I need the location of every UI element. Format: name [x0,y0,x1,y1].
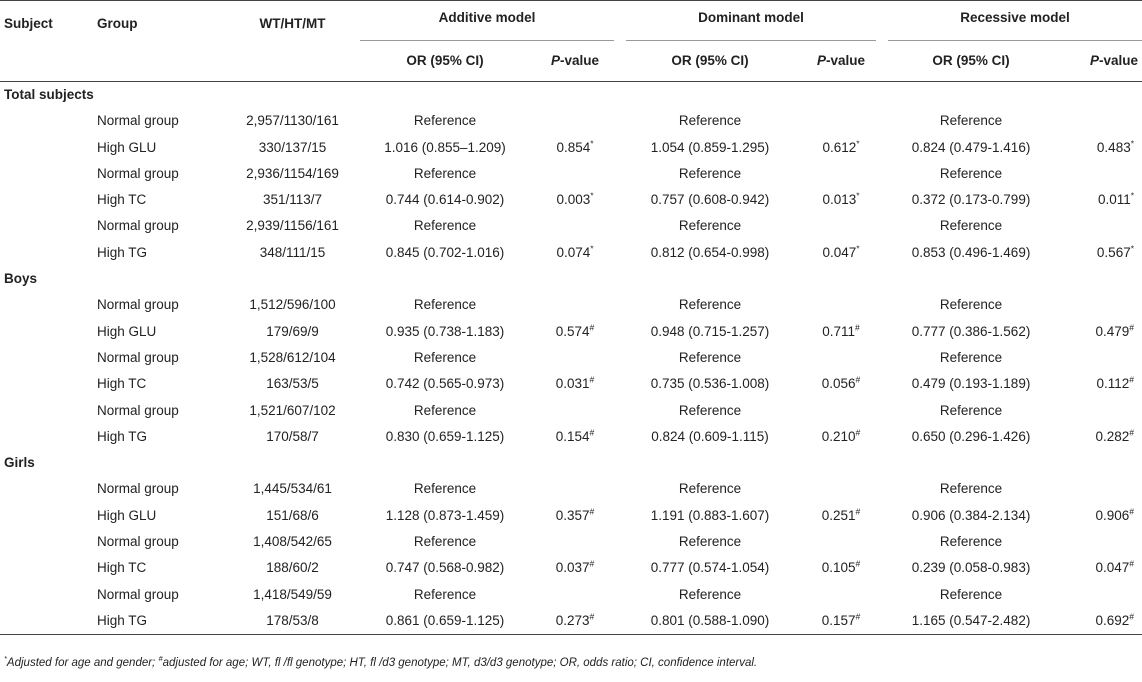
recessive-or-header: OR (95% CI) [932,53,1010,68]
additive-p-cell: 0.003* [556,190,594,208]
dominant-or-cell: 0.735 (0.536-1.008) [650,376,770,392]
genotype-cell: 1,512/596/100 [249,297,336,313]
dominant-p-cell: 0.711# [822,322,860,339]
table-row [0,187,1142,213]
group-cell: Normal group [97,165,179,181]
additive-model-header: Additive model [360,1,620,42]
indent-cell [0,292,97,318]
additive-or-header: OR (95% CI) [406,53,484,68]
genotype-cell: 1,521/607/102 [249,402,336,418]
indent-cell [0,555,97,581]
indent-cell [0,503,97,529]
table-row [0,213,1142,239]
recessive-or-cell: 0.372 (0.173-0.799) [911,192,1031,208]
indent-cell [0,161,97,187]
additive-or-cell: 0.742 (0.565-0.973) [385,376,505,392]
table-row [0,398,1142,424]
additive-or-cell: 0.845 (0.702-1.016) [385,244,505,260]
recessive-p-cell: 0.567* [1096,243,1135,260]
recessive-p-cell [1060,476,1142,502]
recessive-or-cell: 0.650 (0.296-1.426) [911,428,1031,444]
additive-or-cell: Reference [413,218,477,234]
recessive-p-cell [1060,213,1142,239]
dominant-p-header: P-value [817,53,866,68]
recessive-p-cell [1060,398,1142,424]
additive-or-cell: 0.830 (0.659-1.125) [385,428,505,444]
additive-p-cell [530,108,620,134]
dominant-or-cell: 0.824 (0.609-1.115) [651,428,769,444]
recessive-p-cell: 0.282# [1095,427,1135,444]
dominant-p-cell [800,398,882,424]
section-row [0,450,1142,476]
recessive-or-cell: Reference [939,349,1003,365]
genotype-cell: 188/60/2 [266,560,319,576]
indent-cell [0,371,97,397]
additive-or-cell: Reference [413,481,477,497]
additive-p-cell [530,161,620,187]
recessive-p-cell: 0.906# [1095,506,1135,523]
recessive-or-cell: Reference [939,113,1003,129]
genotype-cell: 1,418/549/59 [253,586,332,602]
additive-or-cell: Reference [413,349,477,365]
dominant-p-cell: 0.251# [821,506,861,523]
group-header: Group [97,1,225,42]
dominant-p-cell [800,292,882,318]
indent-cell [0,529,97,555]
genotype-cell: 1,528/612/104 [249,349,336,365]
recessive-p-cell [1060,292,1142,318]
genotype-cell: 179/69/9 [266,323,319,339]
group-cell: High GLU [97,323,157,339]
recessive-or-cell: Reference [939,586,1003,602]
additive-or-cell: Reference [413,113,477,129]
recessive-p-cell: 0.011* [1097,190,1135,208]
table-row [0,476,1142,502]
recessive-or-cell: Reference [939,297,1003,313]
dominant-p-cell: 0.210# [821,427,861,444]
dominant-p-cell [800,108,882,134]
additive-or-cell: Reference [413,165,477,181]
genotype-cell: 2,936/1154/169 [246,165,339,181]
recessive-p-cell [1060,582,1142,608]
section-title: Total subjects [0,82,1142,109]
genotype-cell: 351/113/7 [262,192,323,208]
recessive-p-cell [1060,529,1142,555]
genotype-cell: 163/53/5 [266,376,319,392]
indent-cell [0,135,97,161]
table-row [0,108,1142,134]
indent-cell [0,424,97,450]
table-row [0,240,1142,266]
table-row [0,555,1142,581]
indent-cell [0,187,97,213]
additive-p-cell: 0.357# [555,506,595,523]
indent-cell [0,476,97,502]
recessive-p-cell: 0.047# [1095,558,1135,576]
recessive-p-cell: 0.692# [1060,608,1142,635]
dominant-model-header: Dominant model [620,1,882,42]
recessive-p-cell [1060,108,1142,134]
genotype-cell: 178/53/8 [225,608,360,635]
section-title: Boys [4,271,38,287]
additive-or-cell: Reference [413,402,477,418]
group-cell: Normal group [97,402,179,418]
additive-or-cell: 1.016 (0.855–1.209) [384,139,506,155]
recessive-p-cell: 0.483* [1096,138,1135,155]
genotype-cell: 330/137/15 [258,139,327,155]
header-row-1 [0,1,1142,42]
additive-p-cell [530,292,620,318]
dominant-or-cell: 1.054 (0.859-1.295) [650,139,770,155]
additive-or-cell: 0.861 (0.659-1.125) [360,608,530,635]
dominant-or-cell: Reference [678,481,742,497]
group-cell: High TG [97,244,148,260]
recessive-or-cell: 0.777 (0.386-1.562) [911,323,1031,339]
additive-or-cell: Reference [413,297,477,313]
table-row [0,135,1142,161]
dominant-p-cell [800,476,882,502]
additive-p-cell [530,398,620,424]
genotype-cell: 2,957/1130/161 [246,113,339,129]
dominant-p-cell [800,213,882,239]
table-row [0,503,1142,529]
indent-cell [0,108,97,134]
group-cell: High TC [97,192,147,208]
group-cell: Normal group [97,586,179,602]
indent-cell [0,319,97,345]
additive-p-cell [530,476,620,502]
recessive-p-header: P-value [1089,53,1139,68]
group-cell: Normal group [97,481,179,497]
group-cell: High GLU [97,507,157,523]
recessive-or-cell: Reference [939,534,1003,550]
table-row [0,529,1142,555]
dominant-p-cell [800,161,882,187]
table-row [0,582,1142,608]
dominant-or-cell: Reference [678,586,742,602]
indent-cell [0,608,97,635]
section-row [0,266,1142,292]
dominant-p-cell: 0.056# [821,374,861,392]
recessive-or-cell: 0.479 (0.193-1.189) [911,376,1031,392]
dominant-or-cell: Reference [678,218,742,234]
group-cell: Normal group [97,113,179,129]
recessive-p-cell [1060,345,1142,371]
recessive-p-cell [1060,161,1142,187]
genotype-header: WT/HT/MT [225,1,360,42]
dominant-or-cell: Reference [678,297,742,313]
indent-cell [0,398,97,424]
genotype-cell: 1,445/534/61 [253,481,332,497]
dominant-p-cell: 0.013* [822,190,860,208]
additive-p-cell: 0.031# [555,374,595,392]
genotype-cell: 348/111/15 [259,244,326,260]
table-footnote: *Adjusted for age and gender; #adjusted for age; WT, fl /fl genotype; HT, fl /d3 genotype; MT, d3/d3 genotype; OR, odds ratio; CI, confidence interval. [4,654,758,669]
subject-header: Subject [0,1,97,42]
table-row [0,292,1142,318]
recessive-p-cell: 0.479# [1095,322,1135,339]
recessive-or-cell: Reference [939,165,1003,181]
additive-p-cell: 0.154# [555,427,595,444]
additive-or-cell: 0.744 (0.614-0.902) [385,192,505,208]
dominant-p-cell [800,529,882,555]
group-cell: Normal group [97,218,179,234]
recessive-model-header: Recessive model [882,1,1142,42]
genotype-cell: 1,408/542/65 [253,534,332,550]
group-cell: High TC [97,376,147,392]
group-cell: High TG [97,428,148,444]
dominant-or-cell: Reference [678,402,742,418]
recessive-p-cell: 0.112# [1096,374,1135,392]
additive-or-cell: Reference [413,586,477,602]
additive-p-cell [530,213,620,239]
recessive-or-cell: 0.239 (0.058-0.983) [911,560,1031,576]
additive-p-cell [530,582,620,608]
additive-p-cell: 0.273# [530,608,620,635]
dominant-p-cell [800,582,882,608]
indent-cell [0,213,97,239]
recessive-or-cell: 1.165 (0.547-2.482) [882,608,1060,635]
table-row [0,345,1142,371]
dominant-p-cell: 0.612* [822,138,860,155]
section-title: Girls [4,455,35,471]
additive-p-cell: 0.037# [555,558,595,576]
additive-or-cell: 1.128 (0.873-1.459) [385,507,505,523]
table-row [0,424,1142,450]
dominant-or-cell: Reference [678,534,742,550]
genotype-cell: 151/68/6 [266,507,319,523]
additive-p-cell: 0.854* [556,138,594,155]
recessive-or-cell: Reference [939,481,1003,497]
dominant-p-cell: 0.047* [822,243,860,260]
additive-or-cell: 0.935 (0.738-1.183) [385,323,505,339]
dominant-or-cell: 0.801 (0.588-1.090) [620,608,800,635]
indent-cell [0,240,97,266]
recessive-or-cell: 0.853 (0.496-1.469) [911,244,1031,260]
genotype-cell: 170/58/7 [266,428,319,444]
additive-p-cell: 0.074* [556,243,594,260]
genotype-cell: 2,939/1156/161 [246,218,339,234]
additive-p-cell [530,345,620,371]
additive-or-cell: 0.747 (0.568-0.982) [385,560,505,576]
table-row [0,371,1142,397]
additive-or-cell: Reference [413,534,477,550]
dominant-p-cell [800,345,882,371]
group-cell: Normal group [97,349,179,365]
recessive-or-cell: Reference [939,402,1003,418]
dominant-or-cell: Reference [678,349,742,365]
additive-p-cell [530,529,620,555]
additive-p-header: P-value [550,53,600,68]
table-row [0,319,1142,345]
group-cell: Normal group [97,297,179,313]
indent-cell [0,345,97,371]
group-cell: High GLU [97,139,157,155]
dominant-p-cell: 0.157# [800,608,882,635]
dominant-or-header: OR (95% CI) [671,53,749,68]
indent-cell [0,582,97,608]
dominant-or-cell: Reference [678,113,742,129]
dominant-or-cell: 1.191 (0.883-1.607) [650,507,770,523]
recessive-or-cell: Reference [939,218,1003,234]
dominant-or-cell: 0.948 (0.715-1.257) [650,323,770,339]
section-row [0,82,1142,109]
dominant-p-cell: 0.105# [821,558,861,576]
header-row-2 [0,41,1142,82]
recessive-or-cell: 0.824 (0.479-1.416) [911,139,1031,155]
table-row [0,608,1142,635]
group-cell: High TG [97,608,225,635]
group-cell: High TC [97,560,147,576]
additive-p-cell: 0.574# [555,322,595,339]
dominant-or-cell: 0.777 (0.574-1.054) [650,560,770,576]
dominant-or-cell: Reference [678,165,742,181]
table-row [0,161,1142,187]
table-body [0,82,1142,635]
dominant-or-cell: 0.757 (0.608-0.942) [650,192,770,208]
recessive-or-cell: 0.906 (0.384-2.134) [911,507,1031,523]
group-cell: Normal group [97,534,179,550]
dominant-or-cell: 0.812 (0.654-0.998) [650,244,770,260]
